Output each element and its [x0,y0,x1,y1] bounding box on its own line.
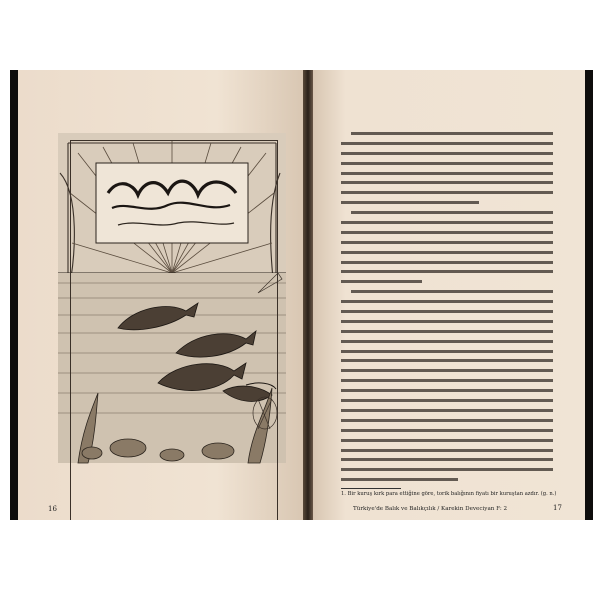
body-text-line [341,476,553,486]
footnote-rule [341,488,401,489]
body-text-line [341,229,553,239]
body-text-line [341,308,553,318]
left-page [18,70,303,520]
footnote: 1. Bir kuruş kırk para ettiğine göre, torik balığının fiyatı bir kuruştan azdır. (g. n.) [341,491,557,497]
top-background [0,0,600,70]
body-text-line [341,348,553,358]
body-text-line [341,427,553,437]
body-text-line [341,328,553,338]
body-text-line [341,397,553,407]
body-text-line [341,298,553,308]
body-text-line [341,318,553,328]
body-text-line [341,249,553,259]
body-text-line [341,170,553,180]
body-text-line [341,209,553,219]
body-text-line [341,437,553,447]
body-text-line [341,466,553,476]
body-text-line [341,357,553,367]
body-text-line [341,417,553,427]
body-text-line [341,387,553,397]
body-text-line [341,447,553,457]
page-number-left: 16 [48,505,57,513]
body-text-line [341,288,553,298]
body-text-line [341,268,553,278]
open-book [10,70,593,520]
body-text-line [341,189,553,199]
page-number-right: 17 [553,504,562,512]
body-text [341,130,553,486]
body-text-line [341,278,553,288]
body-text-line [341,140,553,150]
body-text-line [341,367,553,377]
body-text-line [341,160,553,170]
body-text-line [341,179,553,189]
body-text-line [341,259,553,269]
body-text-line [341,407,553,417]
book-gutter [303,70,313,520]
body-text-line [341,199,553,209]
body-text-line [341,150,553,160]
body-text-line [341,130,553,140]
body-text-line [341,377,553,387]
bottom-background [0,520,600,600]
plate-frame [70,140,278,522]
body-text-line [341,456,553,466]
body-text-line [341,239,553,249]
running-foot: Türkiye'de Balık ve Balıkçılık / Karekin Deveciyan F: 2 [353,506,508,512]
right-page [313,70,585,520]
body-text-line [341,219,553,229]
body-text-line [341,338,553,348]
